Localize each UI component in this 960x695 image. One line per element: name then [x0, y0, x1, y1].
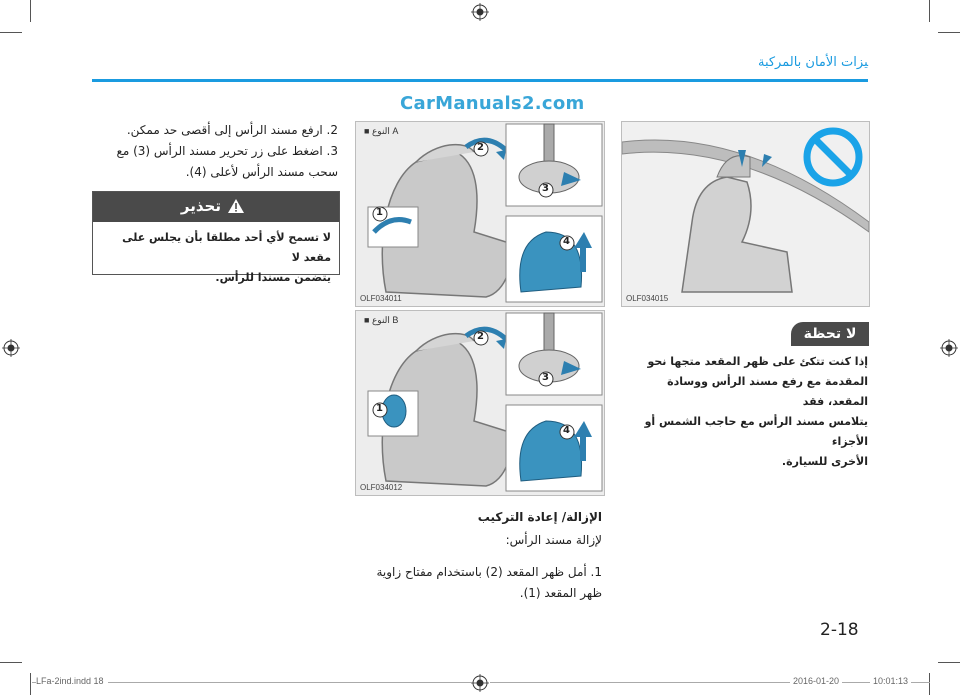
warning-box [92, 191, 340, 284]
caution-text [628, 352, 868, 472]
step-line: ﺳﺤﺐ ﻣﺴﻨﺪ ﺍﻟﺮﺃﺱ ﻷﻋﻠﻰ (4). [185, 165, 338, 179]
registration-mark-icon [940, 339, 958, 357]
removal-step-line: ﻇﻬﺮ ﺍﻟﻤﻘﻌﺪ (1). [519, 586, 602, 600]
callout-2: 2 [477, 331, 484, 342]
callout-4: 4 [563, 425, 570, 436]
caution-line: ﺍﻟﻤﻘﺪﻣﺔ ﻣﻊ ﺭﻓﻊ ﻣﺴﻨﺪ ﺍﻟﺮﺃﺱ ﻭﻭﺳﺎﺩﺓ ﺍﻟﻤﻘﻌﺪ، ﻓﻘﺪ [667, 375, 868, 408]
section-header-title: ﻴﺰﺍﺕ ﺍﻷﻣﺎﻥ ﺑﺎﻟﻤﺮﻛﺒﺔ [757, 55, 868, 70]
crop-mark [938, 32, 960, 33]
figure-label: ■ ﺍﻟﻨﻮﻉ B [364, 315, 399, 325]
footer-rule [490, 682, 930, 683]
registration-mark-icon [471, 674, 489, 692]
figure-type-b [355, 310, 605, 496]
watermark: CarManuals2.com [400, 93, 585, 114]
caution-line: ﺍﻷﺧﺮﻯ ﻟﻠﺴﻴﺎﺭﺓ. [781, 455, 868, 468]
crop-mark [0, 32, 22, 33]
figure-code: OLF034012 [360, 483, 403, 492]
figure-code: OLF034011 [360, 294, 402, 303]
figure-type-a [355, 121, 605, 307]
registration-mark-icon [2, 339, 20, 357]
warning-line: ﻳﺘﻀﻤﻦ ﻣﺴﻨﺪﺍ ﻟﻠﺮﺃﺱ. [215, 271, 331, 284]
warning-text [99, 228, 331, 288]
figure-label: ■ ﺍﻟﻨﻮﻉ A [364, 126, 399, 136]
crop-mark [929, 673, 930, 695]
removal-steps [342, 562, 602, 604]
figure-code: OLF034015 [626, 294, 669, 303]
caution-line: ﻳﺘﻼﻣﺲ ﻣﺴﻨﺪ ﺍﻟﺮﺃﺱ ﻣﻊ ﺣﺎﺟﺐ ﺍﻟﺸﻤﺲ ﺃﻭ ﺍﻷﺟﺰﺍﺀ [644, 415, 868, 448]
prohibited-icon [802, 126, 864, 188]
caution-tag: ﻻ ﺗﺤﻈﺔ [791, 322, 869, 346]
removal-intro: ﻹﺯﺍﻟﺔ ﻣﺴﻨﺪ ﺍﻟﺮﺃﺱ: [505, 533, 602, 547]
crop-mark [929, 0, 930, 22]
callout-3: 3 [542, 183, 549, 194]
step-line: 3. ﺍﺿﻐﻂ ﻋﻠﻰ ﺯﺭ ﺗﺤﺮﻳﺮ ﻣﺴﻨﺪ ﺍﻟﺮﺃﺱ (3) ﻣﻊ [116, 144, 338, 158]
crop-mark [30, 0, 31, 22]
warning-triangle-icon [227, 198, 245, 214]
page-number: 2-18 [820, 620, 859, 640]
callout-4: 4 [563, 236, 570, 247]
warning-title: ﺗﺤﺬﻳﺮ [180, 197, 221, 215]
removal-heading: ﺍﻹﺯﺍﻟﺔ/ ﺇﻋﺎﺩﺓ ﺍﻟﺘﺮﻛﻴﺐ [477, 510, 602, 524]
removal-step-line: 1. ﺃﻣﻞ ﻇﻬﺮ ﺍﻟﻤﻘﻌﺪ (2) ﺑﺎﺳﺘﺨﺪﺍﻡ ﻣﻔﺘﺎﺡ ﺯﺍﻭﻳﺔ [376, 565, 602, 579]
footer-time: 10:01:13 [870, 676, 911, 686]
warning-header [93, 192, 339, 222]
callout-2: 2 [477, 142, 484, 153]
crop-mark [30, 673, 31, 695]
caution-line: ﺇﺫﺍ ﻛﻨﺖ ﺗﺘﻜﺊ ﻋﻠﻰ ﻇﻬﺮ ﺍﻟﻤﻘﻌﺪ ﻣﺘﺠﻬﺎ ﻧﺤﻮ [647, 355, 868, 368]
crop-mark [938, 662, 960, 663]
figure-headrest-roof [621, 121, 870, 307]
warning-line: ﻻ ﺗﺴﻤﺢ ﻷﻱ ﺃﺣﺪ ﻣﻄﻠﻘﺎ ﺑﺄﻥ ﻳﺠﻠﺲ ﻋﻠﻰ ﻣﻘﻌﺪ ﻻ [122, 231, 331, 264]
adjust-steps [88, 120, 338, 183]
footer-filename: LFa-2ind.indd 18 [36, 676, 108, 686]
header-rule [92, 79, 868, 82]
registration-mark-icon [471, 3, 489, 21]
step-line: 2. ﺍﺭﻓﻊ ﻣﺴﻨﺪ ﺍﻟﺮﺃﺱ ﺇﻟﻰ ﺃﻗﺼﻰ ﺣﺪ ﻣﻤﻜﻦ. [126, 123, 338, 137]
callout-1: 1 [376, 403, 383, 414]
callout-1: 1 [376, 207, 383, 218]
footer-date: 2016-01-20 [790, 676, 842, 686]
crop-mark [0, 662, 22, 663]
callout-3: 3 [542, 372, 549, 383]
